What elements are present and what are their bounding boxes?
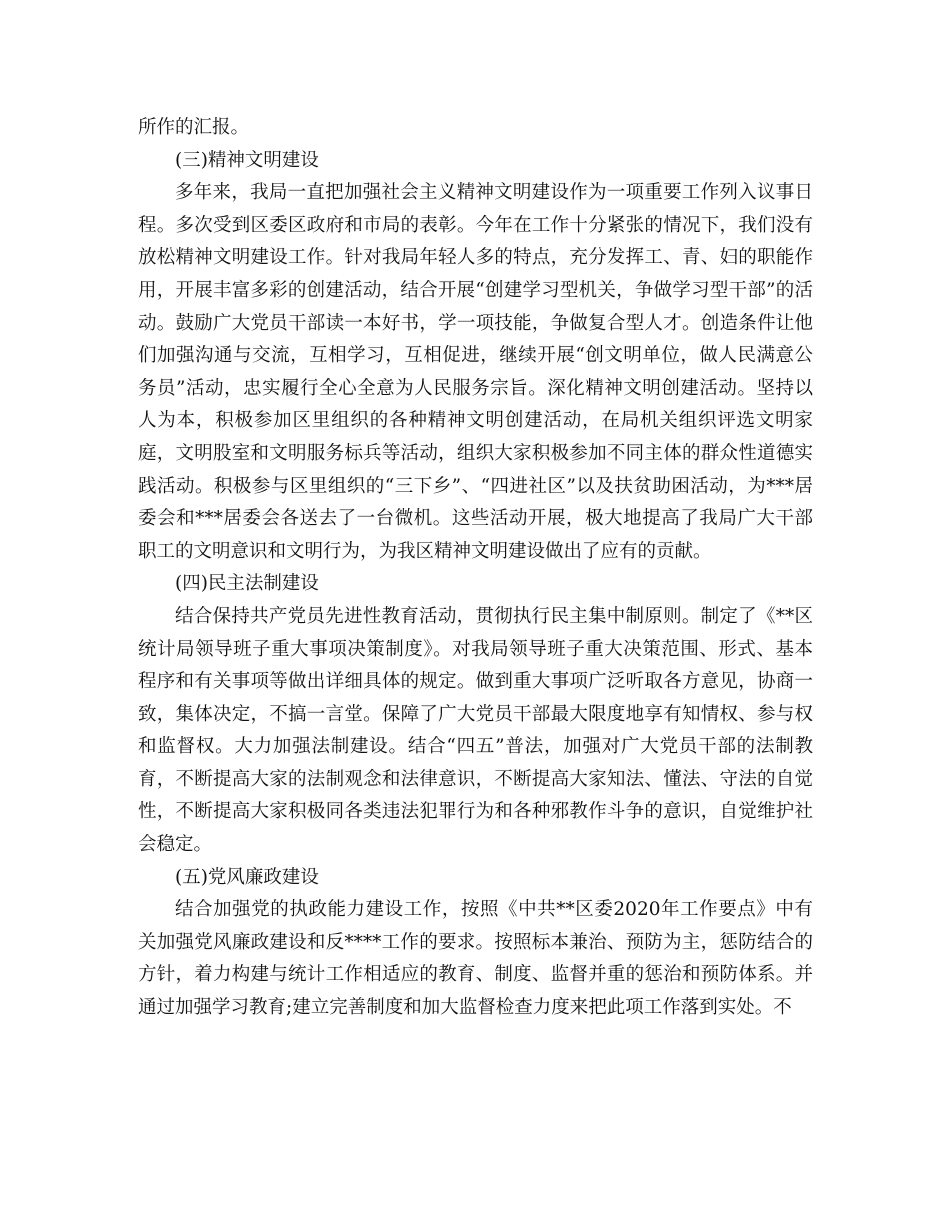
paragraph-democracy-legal: 结合保持共产党员先进性教育活动，贯彻执行民主集中制原则。制定了《**区统计局领导班子重大事项决策制度》。对我局领导班子重大决策范围、形式、基本程序和有关事项等做出详细具体的规定。做到重大事项广泛听取各方意见，协商一致，集体决定，不搞一言堂。保障了广大党员干部最大限度地享有知情权、参与权和监督权。大力加强法制建设。结合“四五”普法，加强对广大党员干部的法制教育，不断提高大家的法制观念和法律意识，不断提高大家知法、懂法、守法的自觉性，不断提高大家积极同各类违法犯罪行为和各种邪教作斗争的意识，自觉维护社会稳定。: [138, 605, 813, 856]
paragraph-continuation: 所作的汇报。: [138, 117, 250, 138]
section-heading-spiritual-civilization: (三)精神文明建设: [175, 149, 319, 171]
section-heading-democracy-legal: (四)民主法制建设: [175, 573, 319, 595]
section-heading-party-integrity: (五)党风廉政建设: [175, 866, 319, 888]
paragraph-spiritual-civilization: 多年来，我局一直把加强社会主义精神文明建设作为一项重要工作列入议事日程。多次受到区委区政府和市局的表彰。今年在工作十分紧张的情况下，我们没有放松精神文明建设工作。针对我局年轻人多的特点，充分发挥工、青、妇的职能作用，开展丰富多彩的创建活动，结合开展“创建学习型机关，争做学习型干部”的活动。鼓励广大党员干部读一本好书，学一项技能，争做复合型人才。创造条件让他们加强沟通与交流，互相学习，互相促进，继续开展“创文明单位，做人民满意公务员”活动，忠实履行全心全意为人民服务宗旨。深化精神文明创建活动。坚持以人为本，积极参加区里组织的各种精神文明创建活动，在局机关组织评选文明家庭，文明股室和文明服务标兵等活动，组织大家积极参加不同主体的群众性道德实践活动。积极参与区里组织的“三下乡”、“四进社区”以及扶贫助困活动，为***居委会和***居委会各送去了一台微机。这些活动开展，极大地提高了我局广大干部职工的文明意识和文明行为，为我区精神文明建设做出了应有的贡献。: [138, 182, 813, 562]
paragraph-party-integrity: 结合加强党的执政能力建设工作，按照《中共**区委2020年工作要点》中有关加强党风廉政建设和反****工作的要求。按照标本兼治、预防为主，惩防结合的方针，着力构建与统计工作相适应的教育、制度、监督并重的惩治和预防体系。并通过加强学习教育;建立完善制度和加大监督检查力度来把此项工作落到实处。不: [138, 899, 813, 1019]
document-page: [138, 112, 813, 1025]
